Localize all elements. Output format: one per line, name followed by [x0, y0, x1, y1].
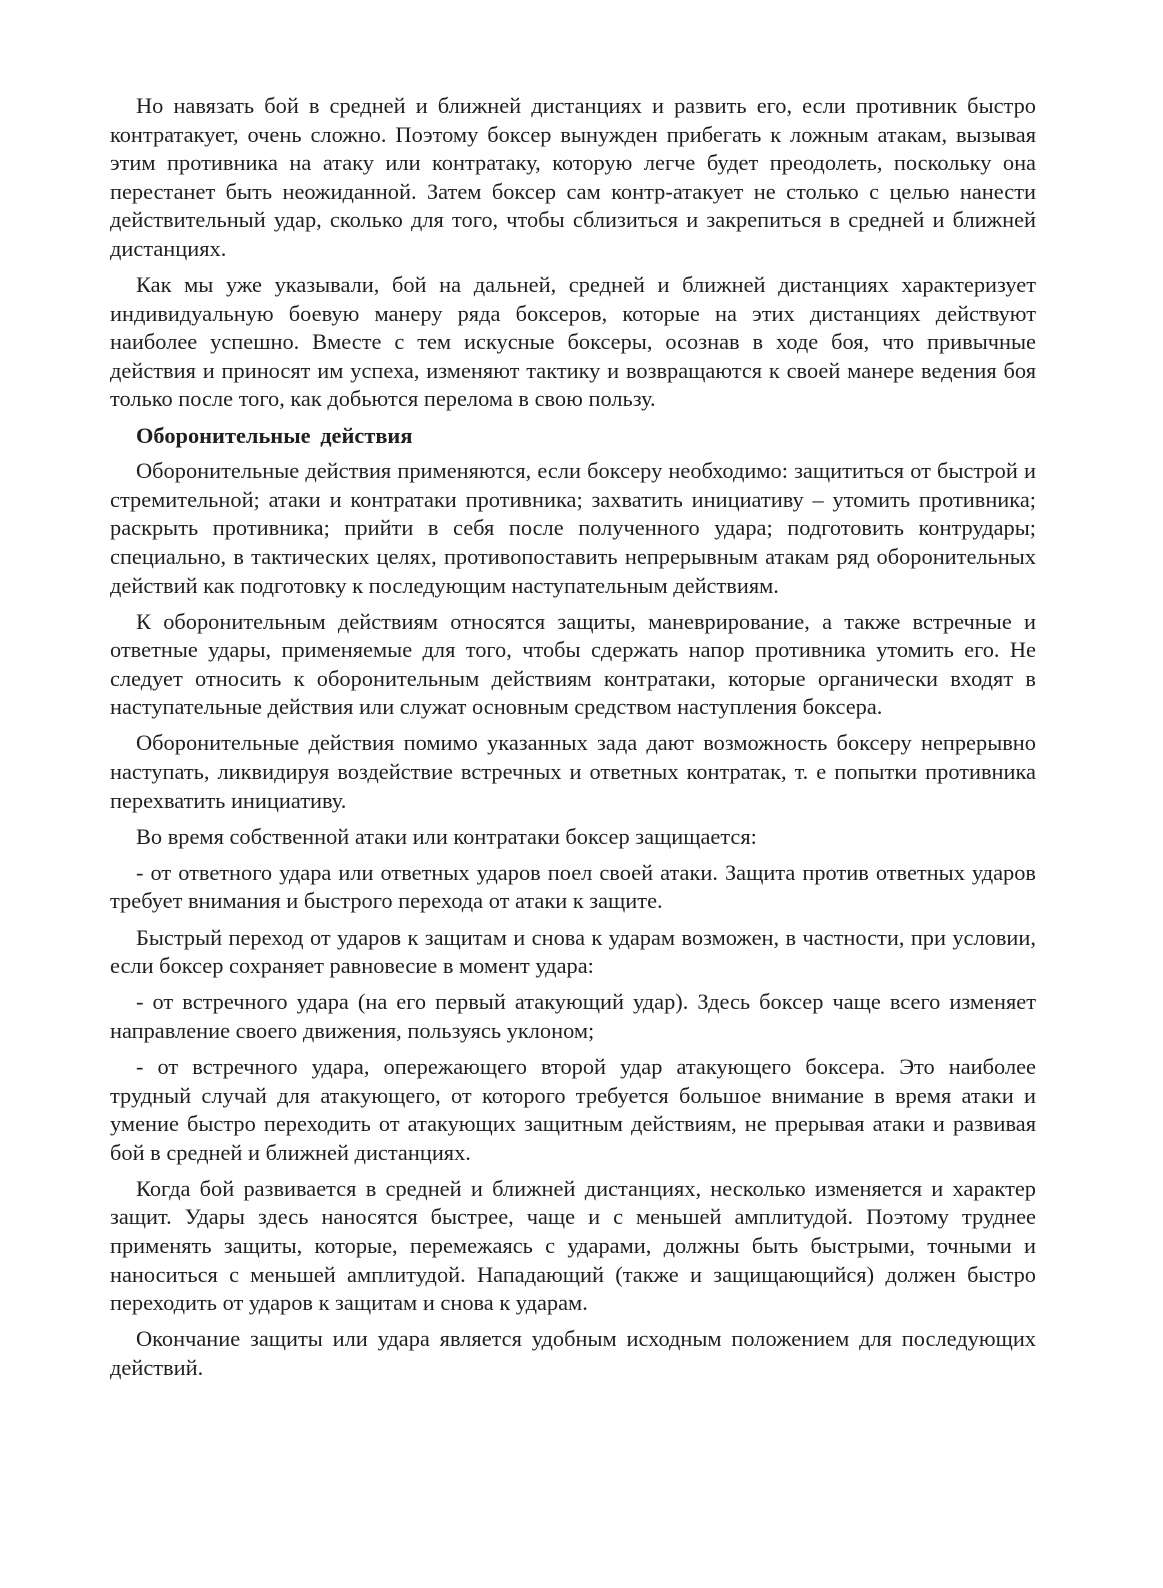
paragraph-defense-benefits: Оборонительные действия помимо указанных зада дают возможность боксеру непрерывно наступать, ликвидируя воздействие встречных и ответных контратак, т. е попытки противника перехватить инициативу. [110, 730, 1036, 813]
paragraph-close-distance-defense: Когда бой развивается в средней и ближней дистанциях, несколько изменяется и характер защит. Удары здесь наносятся быстрее, чаще и с меньшей амплитудой. Поэтому труднее применять защиты, которые, перемежаясь с ударами, должны быть быстрыми, точными и наноситься с меньшей амплитудой. Нападающий (также и защищающийся) должен быстро переходить от ударов к защитам и снова к ударам. [110, 1175, 1036, 1316]
document-page [110, 92, 1036, 1390]
section-heading-defensive-actions: Оборонительные действия [136, 422, 413, 448]
paragraph-defense-types: К оборонительным действиям относятся защиты, маневрирование, а также встречные и ответные удары, применяемые для того, чтобы сдержать напор противника утомить его. Не следует относить к оборонительным действиям контратаки, которые органически входят в наступательные действия или служат основным средством наступления боксера. [110, 608, 1036, 720]
paragraph-defense-purposes: Оборонительные действия применяются, если боксеру необходимо: защититься от быстрой и стремительной; атаки и контратаки противника; захватить инициативу – утомить противника; раскрыть противника; прийти в себя после полученного удара; подготовить контрудары; специально, в тактических целях, противопоставить непрерывным атакам ряд оборонительных действий как подготовку к последующим наступательным действиям. [110, 458, 1036, 598]
list-item-counter-first-strike: - от встречного удара (на его первый атакующий удар). Здесь боксер чаще всего изменяет направление своего движения, пользуясь уклоном; [110, 989, 1036, 1043]
list-item-response-strike: - от ответного удара или ответных ударов поел своей атаки. Защита против ответных ударов требует внимания и быстрого перехода от атаки к защите. [110, 859, 1036, 914]
list-item-counter-second-strike: - от встречного удара, опережающего второй удар атакующего боксера. Это наиболее трудный случай для атакующего, от которого требуется большое внимание в время атаки и умение быстро переходить от атакующих защитным действиям, не прерывая атаки и развивая бой в средней и ближней дистанциях. [110, 1053, 1036, 1165]
paragraph-defense-ending: Окончание защиты или удара является удобным исходным положением для последующих действий. [110, 1326, 1036, 1380]
paragraph-distance-imposition: Но навязать бой в средней и ближней дистанциях и развить его, если противник быстро контратакует, очень сложно. Поэтому боксер вынужден прибегать к ложным атакам, вызывая этим противника на атаку или контратаку, которую легче будет преодолеть, поскольку она перестанет быть неожиданной. Затем боксер сам контр-атакует не столько с целью нанести действительный удар, сколько для того, чтобы сблизиться и закрепиться в средней и ближней дистанциях. [110, 93, 1036, 261]
paragraph-distance-manner: Как мы уже указывали, бой на дальней, средней и ближней дистанциях характеризует индивидуальную боевую манеру ряда боксеров, которые на этих дистанциях действуют наиболее успешно. Вместе с тем искусные боксеры, осознав в ходе боя, что привычные действия и приносят им успеха, изменяют тактику и возвращаются к своей манере ведения боя только после того, как добьются перелома в свою пользу. [110, 272, 1036, 412]
paragraph-self-attack-intro: Во время собственной атаки или контратаки боксер защищается: [136, 823, 757, 849]
paragraph-fast-transition: Быстрый переход от ударов к защитам и снова к ударам возможен, в частности, при условии, если боксер сохраняет равновесие в момент удара: [110, 924, 1036, 979]
